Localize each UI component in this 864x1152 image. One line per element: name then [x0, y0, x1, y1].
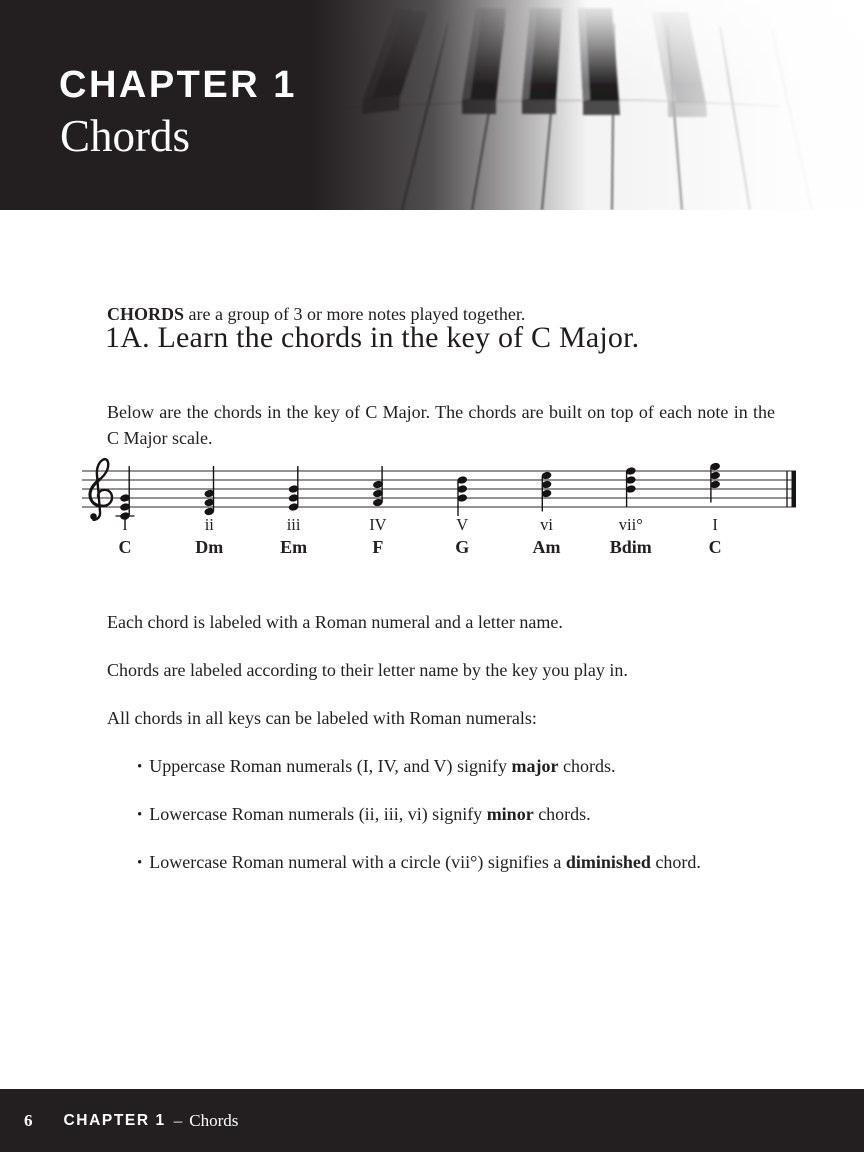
- treble-clef-ball: [90, 513, 97, 520]
- roman-numeral-label: IV: [369, 515, 387, 534]
- roman-numeral-label: I: [122, 515, 128, 534]
- page-number: 6: [24, 1110, 33, 1130]
- bullet-icon: •: [137, 759, 143, 775]
- chord-group: [709, 462, 722, 557]
- bullet-icon: •: [137, 855, 143, 871]
- chord-group: [533, 471, 561, 557]
- chord-name-label: Em: [280, 537, 308, 557]
- treble-clef-loop: [90, 480, 103, 507]
- chord-name-label: G: [455, 537, 470, 557]
- section-heading: 1A. Learn the chords in the key of C Major.: [105, 321, 640, 354]
- chord-name-label: F: [372, 537, 384, 557]
- chord-name-label: Dm: [195, 537, 224, 557]
- chapter-kicker: CHAPTER 1: [59, 64, 297, 106]
- body-paragraph: Chords are labeled according to their letter name by the key you play in.: [107, 660, 628, 680]
- bullet-bold-term: major: [511, 756, 559, 776]
- footer-bar: [0, 1089, 864, 1152]
- staff-notation: [80, 453, 810, 563]
- chord-group: [455, 475, 469, 557]
- chord-name-label: Bdim: [609, 537, 652, 557]
- intro-lead-bold: CHORDS: [107, 304, 185, 324]
- chord-name-label: C: [708, 537, 722, 557]
- chapter-title: Chords: [60, 111, 191, 161]
- roman-numeral-label: vi: [540, 515, 553, 534]
- footer-separator: –: [173, 1110, 183, 1130]
- footer-chapter-label: CHAPTER 1: [63, 1111, 166, 1129]
- chord-name-label: Am: [532, 537, 561, 557]
- bullet-item: [137, 804, 777, 825]
- section-description: Below are the chords in the key of C Major. The chords are built on top of each note in the C Major scale.: [107, 402, 775, 448]
- roman-numeral-label: iii: [286, 515, 301, 534]
- bullet-text: chords.: [533, 804, 591, 824]
- bullet-bold-term: diminished: [565, 852, 651, 872]
- bullet-item: [137, 852, 777, 873]
- footer-section-title: Chords: [189, 1110, 239, 1130]
- staff-svg: [80, 453, 810, 563]
- bullet-text: Uppercase Roman numerals (I, IV, and V) signify: [149, 756, 512, 776]
- bullet-text: chord.: [650, 852, 701, 872]
- roman-numeral-label: vii°: [618, 515, 643, 534]
- chord-name-label: C: [118, 537, 132, 557]
- treble-clef-icon: [90, 459, 112, 520]
- bullet-bold-term: minor: [486, 804, 534, 824]
- intro-lead-rest: are a group of 3 or more notes played together.: [184, 304, 526, 324]
- roman-numeral-label: ii: [204, 515, 214, 534]
- body-paragraph: All chords in all keys can be labeled with Roman numerals:: [107, 708, 537, 728]
- bullet-text: Lowercase Roman numerals (ii, iii, vi) signify: [149, 804, 487, 824]
- bullet-icon: •: [137, 807, 143, 823]
- chapter-header: [0, 0, 864, 210]
- bullet-text: Lowercase Roman numeral with a circle (vii°) signifies a: [149, 852, 566, 872]
- body-paragraph: Each chord is labeled with a Roman numeral and a letter name.: [107, 612, 563, 632]
- roman-numeral-label: I: [712, 515, 718, 534]
- bullet-item: [137, 756, 777, 777]
- roman-numeral-label: V: [456, 515, 469, 534]
- bullet-text: chords.: [558, 756, 616, 776]
- final-barline-thick: [792, 471, 797, 507]
